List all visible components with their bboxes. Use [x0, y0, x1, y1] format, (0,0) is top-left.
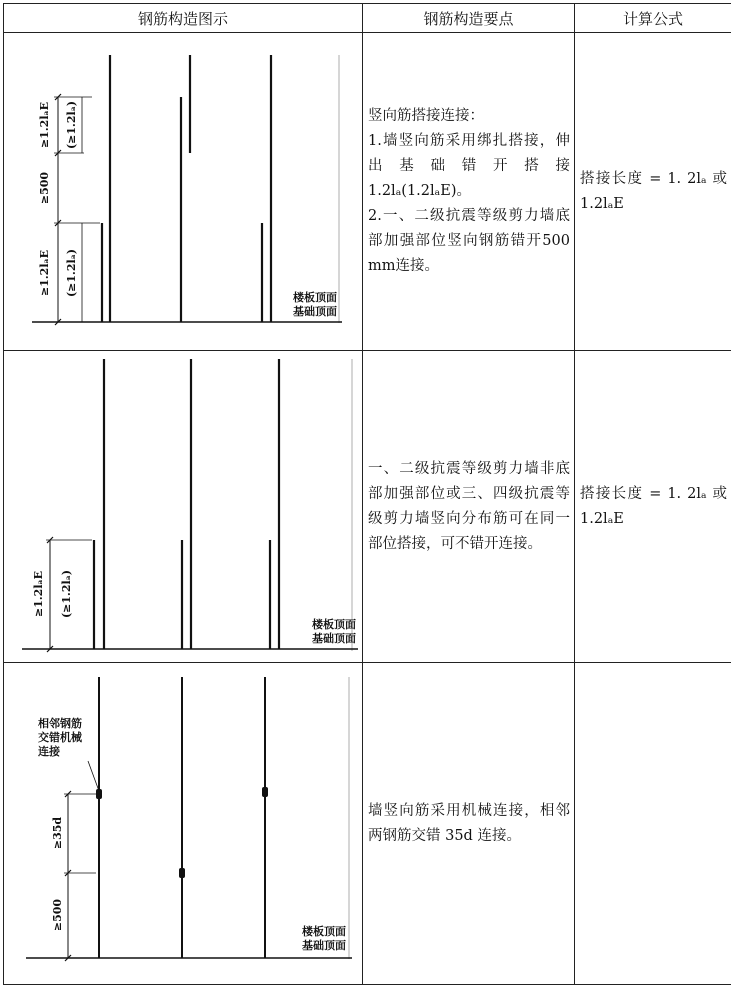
note-line-2: 交错机械: [38, 730, 83, 744]
formula-cell: [575, 663, 731, 985]
diagram-same-position-lap: [4, 351, 363, 663]
points-cell: 墙竖向筋采用机械连接，相邻两钢筋交错 35d 连接。: [363, 663, 575, 985]
label-foundation-top: 基础顶面: [312, 631, 356, 645]
label-foundation-top: 基础顶面: [293, 304, 337, 318]
header-formula: 计算公式: [575, 4, 731, 33]
label-foundation-top: 基础顶面: [302, 938, 346, 952]
label-floor-top: 楼板顶面: [312, 617, 356, 631]
points-cell: [363, 33, 575, 351]
points-item-1: 1.墙竖向筋采用绑扎搭接，伸出基础错开搭接 1.2lₐ(1.2lₐE)。: [368, 129, 570, 204]
table-row: [4, 33, 731, 351]
staggered-lap-drawing: [4, 33, 362, 350]
diagram-mechanical-connection: [4, 663, 363, 985]
header-row: [4, 4, 731, 33]
points-cell: 一、二级抗震等级剪力墙非底部加强部位或三、四级抗震等级剪力墙竖向分布筋可在同一部位搭接，可不错开连接。: [363, 351, 575, 663]
same-position-lap-drawing: [4, 351, 362, 662]
label-floor-top: 楼板顶面: [302, 924, 346, 938]
note-line-1: 相邻钢筋: [38, 716, 82, 730]
mechanical-connection-drawing: [4, 663, 362, 984]
dim-upper-inner: (≥1.2lₐ): [65, 101, 78, 149]
header-diagram: 钢筋构造图示: [4, 4, 363, 33]
dim-lower-outer: ≥1.2lₐE: [38, 250, 51, 296]
header-points: 钢筋构造要点: [363, 4, 575, 33]
dim-mid: ≥500: [38, 172, 51, 205]
note-line-3: 连接: [38, 744, 60, 758]
rebar-construction-table: [3, 3, 731, 985]
dim-inner: (≥1.2lₐ): [60, 570, 73, 618]
dim-lower: ≥500: [51, 899, 64, 932]
dim-lower-inner: (≥1.2lₐ): [65, 249, 78, 297]
coupler-3: [262, 787, 268, 797]
dim-upper: ≥35d: [51, 817, 64, 850]
points-title: 竖向筋搭接连接：: [368, 104, 570, 129]
dim-outer: ≥1.2lₐE: [32, 571, 45, 617]
formula-cell: 搭接长度 = 1. 2lₐ 或1.2lₐE: [575, 33, 731, 351]
formula-cell: 搭接长度 = 1. 2lₐ 或1.2lₐE: [575, 351, 731, 663]
label-floor-top: 楼板顶面: [293, 290, 337, 304]
table-row: [4, 351, 731, 663]
coupler-2: [179, 868, 185, 878]
table-row: [4, 663, 731, 985]
diagram-staggered-lap: [4, 33, 363, 351]
dim-upper-outer: ≥1.2lₐE: [38, 102, 51, 148]
points-item-2: 2.一、二级抗震等级剪力墙底部加强部位竖向钢筋错开500 mm连接。: [368, 204, 570, 279]
